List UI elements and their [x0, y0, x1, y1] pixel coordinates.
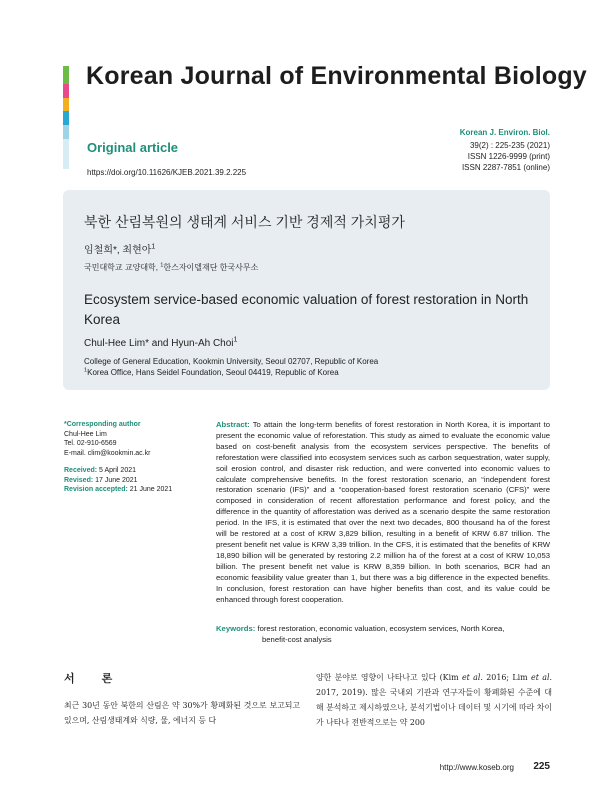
footer-url[interactable]: http://www.koseb.org	[439, 763, 514, 772]
keywords	[216, 624, 550, 646]
color-bar-green	[63, 66, 69, 84]
article-type: Original article	[87, 140, 179, 155]
received-date: Received: 5 April 2021	[64, 467, 137, 474]
english-affiliations	[84, 356, 378, 378]
color-bar-lightblue	[63, 125, 69, 139]
color-bar-blue	[63, 111, 69, 125]
corresponding-author-tel: Tel. 02-910-6569	[64, 440, 117, 447]
affiliation-1: College of General Education, Kookmin University, Seoul 02707, Republic of Korea	[84, 357, 379, 366]
korean-authors: 임철희*, 최현아$^1$	[84, 243, 156, 256]
color-bar-pink	[63, 84, 69, 98]
issn-online: ISSN 2287-7851 (online)	[461, 163, 550, 172]
abstract-text: To attain the long-term benefits of forest restoration in North Korea, it is important to present the economic value of reforestation. This study as aimed to evaluate the economic value based on cost-benefit analysis from the ecosystem services perspective. The benefits of reforestation were classified into ecosystem services such as carbon sequestration, water supply, soil erosion control, and disaster risk reduction, and were converted into economic values to calculate comprehensive benefits. In the forest restoration scenario, an “independent forest restoration scenario (IFS)” and a “cooperation-based forest restoration scenario (CFS)” were composed in consideration of recent afforestation performance and forest policy, and the difference in the quantity of afforestation was derived as a scenario despite the same restoration period. In the IFS, it is estimated that over the next two decades, 800 thousand ha of the forest will be restored at a cost of KRW 3,829 billion, resulting in a benefit of KRW 6.87 trillion. The present benefit net value is KRW 3,39 trillion. In the CFS, it is estimated that the benefits of KRW 18,890 billion will be generated by restoring 2.2 million ha of the forest at a cost of KRW 10,053 billion. The present benefit net value is KRW 8,359 billion. In both scenarios, BCR had an economic feasibility value greater than 1, but there was a big difference in the expected benefits. In conclusion, forest restoration can have higher benefits than cost, and its value could be enhanced through forest cooperation.	[216, 420, 550, 604]
page-number: 225	[533, 761, 550, 772]
accepted-date: Revision accepted: 21 June 2021	[64, 486, 173, 493]
section-heading-introduction: 서 론	[64, 673, 125, 685]
journal-volume: 39(2) : 225-235 (2021)	[469, 141, 550, 150]
keywords-line-2: benefit-cost analysis	[262, 634, 332, 644]
english-title: Ecosystem service-based economic valuation of forest restoration in North Korea	[84, 292, 529, 327]
intro-body-right: 양한 분야로 영향이 나타나고 있다 (Kim et al. 2016; Lim et al. 2017, 2019). 많은 국내외 기관과 연구자들이 황폐화된 수준에 대해 분석하고 제시하였으나, 분석기법이나 데이터 및 시기에 따라 차이가 나타나 전반적으로는 약 200	[316, 673, 553, 727]
korean-title: 북한 산림복원의 생태계 서비스 기반 경제적 가치평가	[84, 214, 405, 230]
english-authors: Chul-Hee Lim* and Hyun-Ah Choi$^1$	[84, 336, 238, 349]
affiliation-2: $^1$Korea Office, Hans Seidel Foundation, Seoul 04419, Republic of Korea	[84, 367, 339, 377]
corresponding-author-name: Chul-Hee Lim	[64, 430, 107, 438]
korean-affiliations: 국민대학교 교양대학, $^1$한스자이델재단 한국사무소	[84, 262, 259, 272]
abstract-label: Abstract:	[216, 420, 250, 429]
doi-link[interactable]: https://doi.org/10.11626/KJEB.2021.39.2.225	[87, 168, 247, 177]
color-bar-paleblue	[63, 139, 69, 169]
corresponding-author-label: *Corresponding author	[64, 421, 141, 428]
corresponding-author-email[interactable]: E-mail. clim@kookmin.ac.kr	[64, 449, 151, 457]
journal-abbreviation: Korean J. Environ. Biol.	[459, 128, 550, 137]
journal-title: Korean Journal of Environmental Biology	[86, 62, 587, 90]
intro-body-left: 최근 30년 동안 북한의 산림은 약 30%가 황폐화된 것으로 보고되고 있으며, 산림생태계와 식량, 물, 에너지 등 다	[64, 701, 300, 725]
color-bar-orange	[63, 98, 69, 111]
keywords-label: Keywords:	[216, 624, 256, 633]
keywords-line-1: forest restoration, economic valuation, ecosystem services, North Korea,	[257, 624, 505, 633]
issn-print: ISSN 1226-9999 (print)	[467, 152, 550, 161]
journal-citation-block	[460, 127, 550, 173]
revised-date: Revised: 17 June 2021	[64, 476, 138, 484]
article-info-sidebar	[64, 420, 172, 495]
abstract	[216, 420, 550, 605]
